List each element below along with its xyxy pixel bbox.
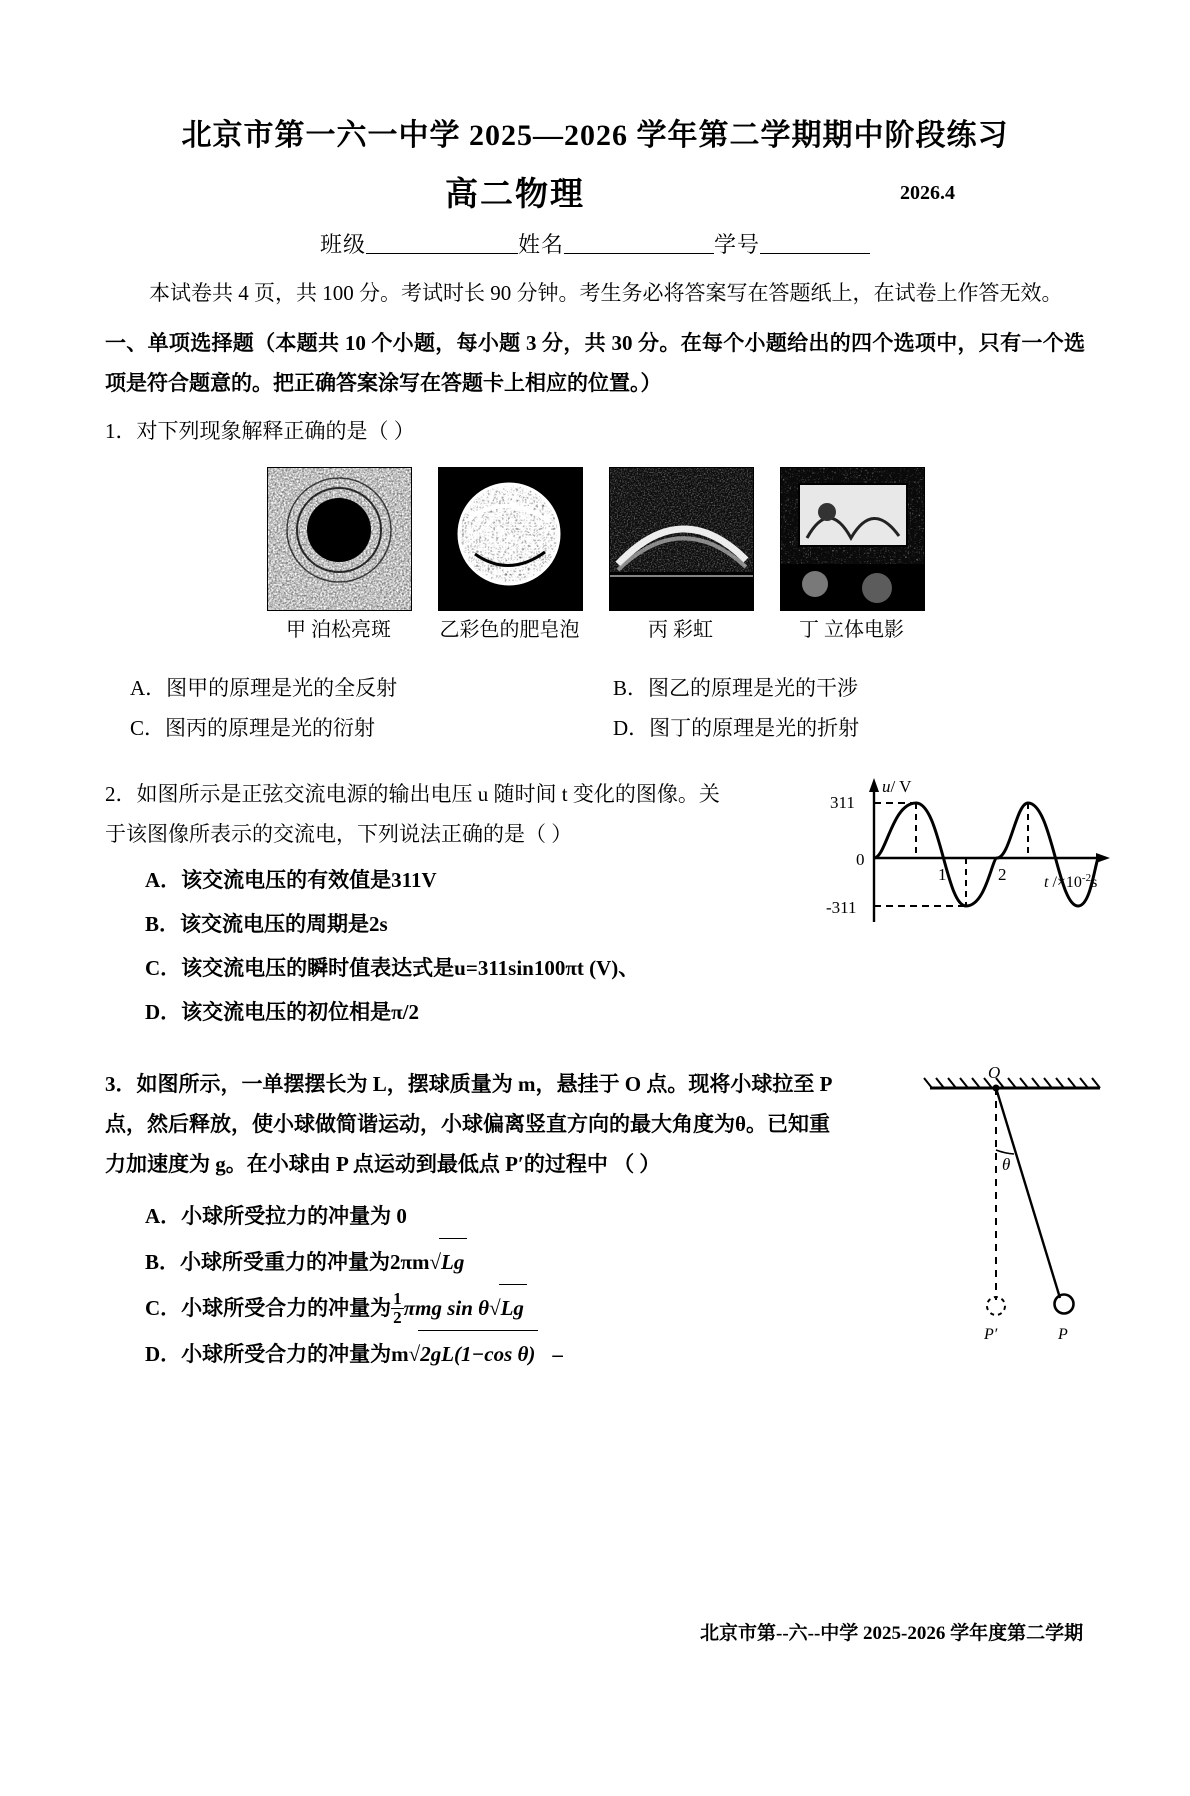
fraction-denominator: 2 — [393, 1308, 402, 1327]
soap-bubble-icon — [439, 468, 582, 610]
subject-row — [0, 168, 1190, 212]
q3-option-c[interactable] — [105, 1284, 790, 1330]
page-title: 北京市第一六一中学 2025—2026 学年第二学期期中阶段练习 — [181, 119, 1009, 152]
q1-option-b[interactable] — [595, 668, 1085, 708]
fraction-numerator: 1 — [393, 1289, 402, 1309]
sqrt-icon: √ — [489, 1296, 501, 1320]
q1-option-a[interactable] — [105, 668, 595, 708]
q1-option-c-label: C． — [130, 716, 166, 740]
field-class-input[interactable] — [366, 233, 518, 254]
field-id — [714, 232, 870, 257]
q3-option-a-text: 小球所受拉力的冲量为 0 — [181, 1204, 407, 1228]
rainbow-icon — [610, 468, 753, 610]
q2-option-d[interactable] — [105, 990, 660, 1034]
question-1-captions — [0, 613, 1190, 642]
q1-option-d[interactable] — [595, 708, 1085, 748]
q1-option-d-label: D． — [613, 716, 650, 740]
q2-stem-line2: 于该图像所表示的交流电，下列说法正确的是（ ） — [105, 822, 573, 846]
q3-option-c-mid: πmg sin θ — [403, 1296, 490, 1320]
question-3-stem — [105, 1064, 895, 1376]
q1-option-b-label: B． — [613, 676, 649, 700]
q2-option-c[interactable] — [105, 946, 660, 990]
student-fields — [0, 228, 1190, 259]
3d-movie-icon — [781, 468, 924, 610]
question-1-stem: 1．对下列现象解释正确的是（ ） — [105, 419, 415, 443]
q3-option-d-text: 小球所受合力的冲量为m — [181, 1342, 409, 1366]
q2-option-c-label: C． — [145, 956, 182, 980]
option-row — [105, 668, 1085, 708]
sqrt-icon: √ — [408, 1342, 421, 1366]
caption-rainbow: 丙 彩虹 — [648, 619, 713, 641]
field-name-label: 姓名 — [517, 232, 564, 257]
q3-option-d[interactable] — [105, 1330, 790, 1376]
q3-option-a[interactable] — [105, 1194, 790, 1238]
q3-option-c-text: 小球所受合力的冲量为 — [181, 1296, 392, 1320]
q3-option-c-label: C． — [145, 1296, 182, 1320]
q3-option-b-label: B． — [145, 1250, 181, 1274]
q3-option-d-radicand: 2gL(1−cos θ) — [420, 1342, 536, 1366]
x-tick-1: 1 — [938, 865, 947, 884]
q2-option-b-text: 该交流电压的周期是2s — [180, 912, 388, 936]
field-class — [320, 232, 518, 257]
q2-option-b-label: B． — [145, 912, 181, 936]
q3-stem-line2: 点，然后释放，使小球做简谐运动，小球偏离竖直方向的最大角度为θ。已知重 — [105, 1112, 830, 1136]
q1-option-c[interactable] — [105, 708, 595, 748]
q3-option-c-radicand: Lg — [500, 1296, 524, 1320]
q3-stem-line1: 3．如图所示，一单摆摆长为 L，摆球质量为 m，悬挂于 O 点。现将小球拉至 P — [105, 1072, 833, 1096]
x-axis-label: t $/\times 10^{-2}s$ — [1044, 872, 1098, 891]
figure-poisson-spot — [267, 467, 410, 611]
q3-stem-line3: 力加速度为 g。在小球由 P 点运动到最低点 P′的过程中 （ ） — [105, 1152, 661, 1176]
question-2-options — [105, 858, 660, 1034]
q3-option-b[interactable] — [105, 1238, 790, 1284]
x-tick-2: 2 — [998, 865, 1007, 884]
figure-soap-bubble — [438, 467, 581, 611]
q1-option-c-text: 图丙的原理是光的衍射 — [165, 716, 376, 740]
q3-option-a-label: A． — [145, 1204, 182, 1228]
field-name — [518, 232, 714, 257]
instructions: 本试卷共 4 页，共 100 分。考试时长 90 分钟。考生务必将答案写在答题纸上，在试卷上作答无效。 — [149, 281, 1063, 305]
lowest-point-label: P′ — [984, 1326, 998, 1343]
bob-label: P — [1058, 1326, 1068, 1343]
pendulum-diagram — [910, 1054, 1120, 1354]
question-3 — [0, 1064, 1190, 1376]
question-1-figures — [0, 467, 1190, 611]
question-1-options — [105, 668, 1085, 748]
q3-option-b-radicand: Lg — [441, 1250, 465, 1274]
q3-option-d-label: D． — [145, 1342, 182, 1366]
pivot-label: O — [988, 1063, 1001, 1082]
caption-3d-movie: 丁 立体电影 — [799, 619, 904, 641]
question-2-stem — [105, 774, 765, 1034]
q3-option-d-tail: – — [552, 1342, 563, 1366]
q2-option-b[interactable] — [105, 902, 660, 946]
exam-page — [0, 118, 1190, 1796]
q2-option-a-text: 该交流电压的有效值是311V — [181, 868, 437, 892]
q2-option-c-text: 该交流电压的瞬时值表达式是u=311sin100πt (V)、 — [181, 956, 640, 980]
y-tick-0: 0 — [856, 850, 865, 869]
page-footer: 北京市第--六--中学 2025-2026 学年度第二学期 — [700, 1623, 1084, 1644]
caption-poisson-spot: 甲 泊松亮斑 — [286, 619, 391, 641]
q1-option-a-label: A． — [130, 676, 167, 700]
q1-option-a-text: 图甲的原理是光的全反射 — [166, 676, 398, 700]
option-row — [105, 708, 1085, 748]
y-tick-311: 311 — [830, 793, 855, 812]
figure-rainbow — [609, 467, 752, 611]
section-1-heading: 一、单项选择题（本题共 10 个小题，每小题 3 分，共 30 分。在每个小题给出的四个选项中，只有一个选项是符合题意的。把正确答案涂写在答题卡上相应的位置。） — [105, 331, 1085, 395]
q3-option-b-text: 小球所受重力的冲量为2πm — [180, 1250, 430, 1274]
q1-option-b-text: 图乙的原理是光的干涉 — [648, 676, 859, 700]
question-2 — [0, 774, 1190, 1034]
q2-option-a[interactable] — [105, 858, 660, 902]
q2-stem-line1: 2．如图所示是正弦交流电源的输出电压 u 随时间 t 变化的图像。关 — [105, 782, 720, 806]
q1-option-d-text: 图丁的原理是光的折射 — [649, 716, 860, 740]
figure-3d-movie — [780, 467, 923, 611]
field-name-input[interactable] — [564, 233, 714, 254]
y-tick-neg311: -311 — [826, 898, 857, 917]
field-class-label: 班级 — [319, 232, 366, 257]
q2-option-a-label: A． — [145, 868, 182, 892]
q2-option-d-text: 该交流电压的初位相是π/2 — [181, 1000, 420, 1024]
ac-voltage-waveform-chart — [812, 770, 1122, 930]
question-3-options — [105, 1194, 790, 1376]
q2-option-d-label: D． — [145, 1000, 182, 1024]
fraction-one-half — [391, 1290, 404, 1327]
poisson-spot-icon — [268, 468, 411, 610]
exam-date: 2026.4 — [900, 182, 955, 204]
subject-title: 高二物理 — [445, 177, 585, 213]
caption-soap-bubble: 乙彩色的肥皂泡 — [439, 619, 580, 641]
sqrt-icon: √ — [429, 1250, 442, 1274]
y-axis-label: u/ V — [882, 777, 912, 796]
field-id-label: 学号 — [714, 232, 761, 257]
field-id-input[interactable] — [760, 233, 870, 254]
angle-label: θ — [1002, 1155, 1011, 1174]
